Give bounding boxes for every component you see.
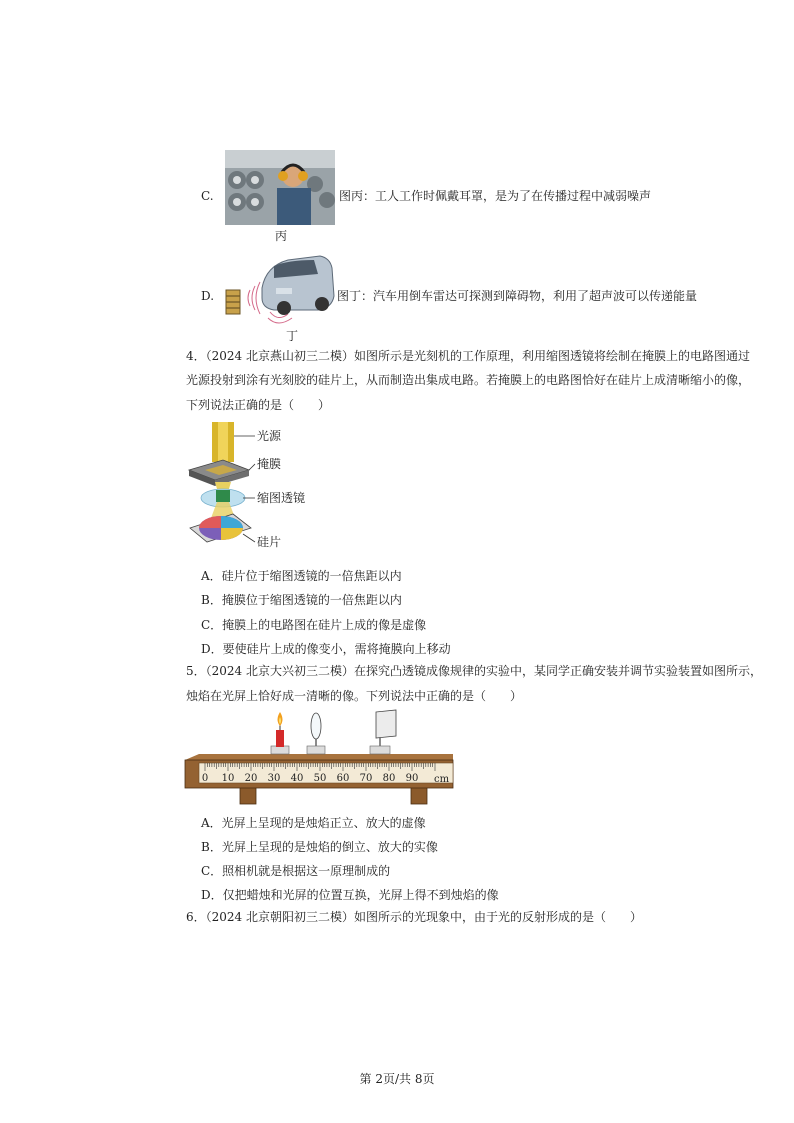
q5-option-c: C．照相机就是根据这一原理制成的 xyxy=(201,864,391,878)
q4-stem-line-1: 4．（2024 北京燕山初三二模）如图所示是光刻机的工作原理，利用缩图透镜将绘制在掩膜上的电路图通过 xyxy=(186,349,750,363)
car-parking-radar-image xyxy=(222,252,335,327)
q5-option-d: D．仅把蜡烛和光屏的位置互换，光屏上得不到烛焰的像 xyxy=(201,888,499,902)
label-light-source: 光源 xyxy=(257,429,282,443)
q6-stem: 6．（2024 北京朝阳初三二模）如图所示的光现象中，由于光的反射形成的是（ ） xyxy=(186,910,642,924)
option-d-text: 图丁：汽车用倒车雷达可探测到障碍物，利用了超声波可以传递能量 xyxy=(337,289,698,303)
q5-option-b: B．光屏上呈现的是烛焰的倒立、放大的实像 xyxy=(201,840,438,854)
page-number: 第 2页/共 8页 xyxy=(359,1072,435,1086)
ruler-tick-label: 30 xyxy=(267,773,281,784)
ruler-tick-label: 70 xyxy=(359,773,373,784)
option-c-text: 图丙：工人工作时佩戴耳罩，是为了在传播过程中减弱噪声 xyxy=(339,189,652,203)
q5-stem-line-1: 5．（2024 北京大兴初三二模）在探究凸透镜成像规律的实验中，某同学正确安装并调节实验装置如图所示， xyxy=(186,664,762,678)
q5-option-a: A．光屏上呈现的是烛焰正立、放大的虚像 xyxy=(201,816,426,830)
figure-c-caption: 丙 xyxy=(275,229,288,243)
ruler-tick-label: 50 xyxy=(313,773,327,784)
q4-option-c: C．掩膜上的电路图在硅片上成的像是虚像 xyxy=(201,618,427,632)
worker-earmuff-image xyxy=(225,150,335,225)
ruler-tick-label: 60 xyxy=(336,773,350,784)
lithography-diagram xyxy=(185,422,325,552)
q4-stem-line-2: 光源投射到涂有光刻胶的硅片上，从而制造出集成电路。若掩膜上的电路图恰好在硅片上成清晰缩小的像， xyxy=(186,373,751,387)
optical-bench-diagram xyxy=(183,708,455,808)
q4-stem-line-3: 下列说法正确的是（ ） xyxy=(186,398,331,412)
q4-option-b: B．掩膜位于缩图透镜的一倍焦距以内 xyxy=(201,593,402,607)
figure-d-caption: 丁 xyxy=(286,329,299,343)
ruler-tick-label: 0 xyxy=(201,773,209,784)
ruler-unit: cm xyxy=(434,774,450,785)
ruler-tick-label: 10 xyxy=(221,773,235,784)
q4-option-d: D．要使硅片上成的像变小，需将掩膜向上移动 xyxy=(201,642,451,656)
option-c-letter: C. xyxy=(201,189,214,203)
q4-option-a: A．硅片位于缩图透镜的一倍焦距以内 xyxy=(201,569,402,583)
label-silicon-wafer: 硅片 xyxy=(257,535,282,549)
ruler-tick-label: 80 xyxy=(382,773,396,784)
ruler-tick-label: 90 xyxy=(405,773,419,784)
q5-stem-line-2: 烛焰在光屏上恰好成一清晰的像。下列说法中正确的是（ ） xyxy=(186,689,523,703)
option-d-letter: D. xyxy=(201,289,215,303)
label-reduction-lens: 缩图透镜 xyxy=(257,491,306,505)
ruler-tick-label: 40 xyxy=(290,773,304,784)
label-mask: 掩膜 xyxy=(257,457,282,471)
ruler-tick-label: 20 xyxy=(244,773,258,784)
